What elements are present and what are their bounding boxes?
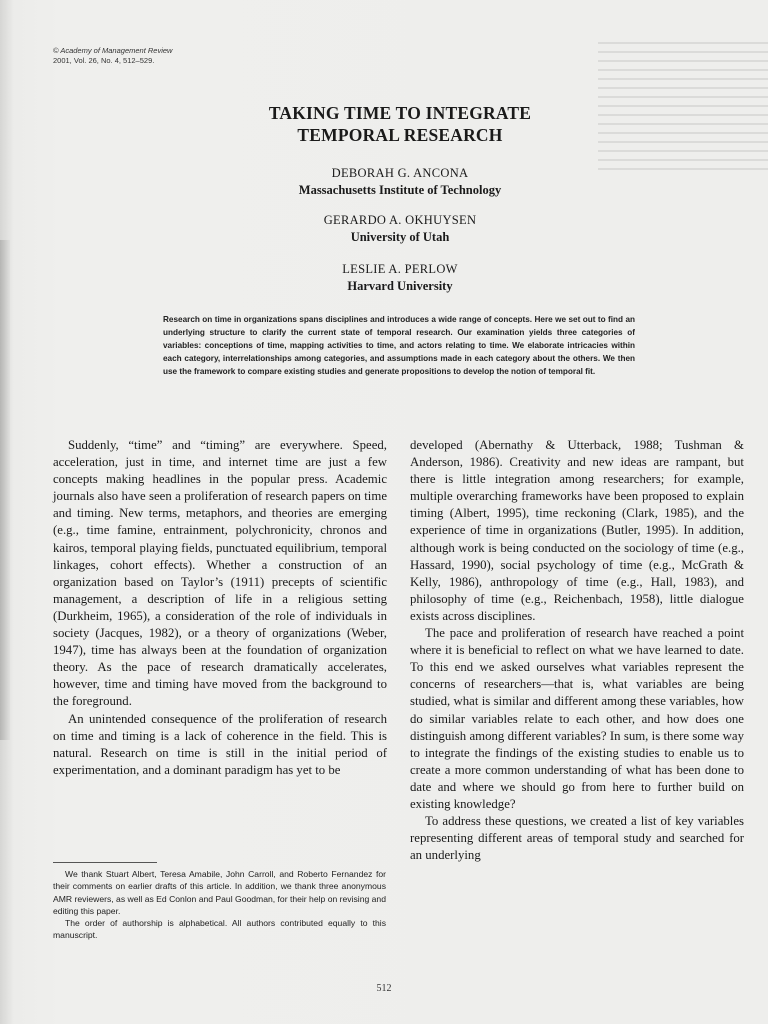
footnote-authorship: The order of authorship is alphabetical. All authors contributed equally to this manuscript.: [53, 918, 386, 941]
author-affiliation: Massachusetts Institute of Technology: [298, 183, 502, 197]
author-name: LESLIE A. PERLOW: [342, 262, 458, 276]
footnotes: [53, 868, 386, 942]
journal-citation: [53, 46, 172, 66]
author-affiliation: Harvard University: [347, 279, 453, 293]
footnote-acknowledgment: We thank Stuart Albert, Teresa Amabile, John Carroll, and Roberto Fernandez for their comments on earlier drafts of this article. In addition, we thank three anonymous AMR reviewers, as well as Ed Conlon and Paul Goodman, for their help on revising and editing this paper.: [53, 869, 386, 916]
footnote-rule: [53, 862, 157, 863]
author-name: GERARDO A. OKHUYSEN: [323, 213, 477, 227]
author-3: [160, 261, 640, 295]
paragraph: To address these questions, we created a list of key variables representing different areas of temporal study and searched for an underlying: [410, 814, 744, 863]
page-number: 512: [376, 983, 392, 994]
paragraph: Suddenly, “time” and “timing” are everywhere. Speed, acceleration, just in time, and internet time are just a few concepts making headlines in the popular press. Academic journals also have seen a proliferation of research papers on time and timing. New terms, metaphors, and theories are emerging (e.g., time famine, entrainment, polychronicity, chronos and kairos, temporal playing fields, punctuated equilibrium, temporal linkages, cohort effects). Whether a construction of an organization based on Taylor’s (1911) precepts of scientific management, a description of life in a religious setting (Durkheim, 1965), a consideration of the role of individuals in society (Jacques, 1982), or a theory of organizations (Weber, 1947), time has always been at the foundation of organization theory. As the pace of research dramatically accelerates, however, time and timing have moved from the background to the foreground.: [53, 438, 387, 709]
author-2: [160, 212, 640, 246]
author-1: [160, 165, 640, 199]
citation-volume: 2001, Vol. 26, No. 4, 512–529.: [53, 56, 155, 65]
book-spine-shadow: [0, 240, 10, 740]
author-affiliation: University of Utah: [350, 230, 450, 244]
citation-journal: © Academy of Management Review: [53, 46, 173, 55]
abstract: Research on time in organizations spans disciplines and introduces a wide range of concepts. Here we set out to find an underlying structure to clarify the current state of temporal research. Our examination yields three categories of variables: conceptions of time, mapping activities to time, and actors relating to time. We elaborate intricacies within each category, interrelationships among categories, and assumptions made in each category about the others. We then use the framework to compare existing studies and generate propositions to develop the notion of temporal fit.: [163, 315, 635, 377]
body-column-right: [410, 437, 744, 864]
title-line-1: TAKING TIME TO INTEGRATE: [268, 103, 532, 123]
title-line-2: TEMPORAL RESEARCH: [297, 125, 503, 145]
paragraph: An unintended consequence of the proliferation of research on time and timing is a lack of coherence in the field. This is natural. Research on time is still in the initial period of experimentation, and a dominant paradigm has yet to be: [53, 711, 387, 777]
author-name: DEBORAH G. ANCONA: [331, 166, 469, 180]
article-title: [160, 102, 640, 146]
body-column-left: [53, 437, 387, 779]
paragraph: developed (Abernathy & Utterback, 1988; Tushman & Anderson, 1986). Creativity and new ideas are rampant, but there is little integration among researchers; for example, multiple overarching frameworks have been proposed to explain timing (Albert, 1995), time reckoning (Clark, 1985), and the experience of time in organizations (Butler, 1995). In addition, although work is being conducted on the sociology of time (e.g., Hassard, 1990), social psychology of time (e.g., McGrath & Kelly, 1986), anthropology of time (e.g., Hall, 1983), and philosophy of time (e.g., Reichenbach, 1958), little dialogue exists across disciplines.: [410, 438, 744, 623]
paragraph: The pace and proliferation of research have reached a point where it is beneficial to reflect on what we have learned to date. To this end we asked ourselves what variables represent the concerns of researchers—that is, what variables are being studied, what is similar and different among these variables, how do similar variables relate to each other, and how does one distinguish among different variables? In sum, is there some way to integrate the findings of the existing studies to enable us to create a more common understanding of what has been done to date and where we should go from here to further build on existing knowledge?: [410, 626, 744, 811]
